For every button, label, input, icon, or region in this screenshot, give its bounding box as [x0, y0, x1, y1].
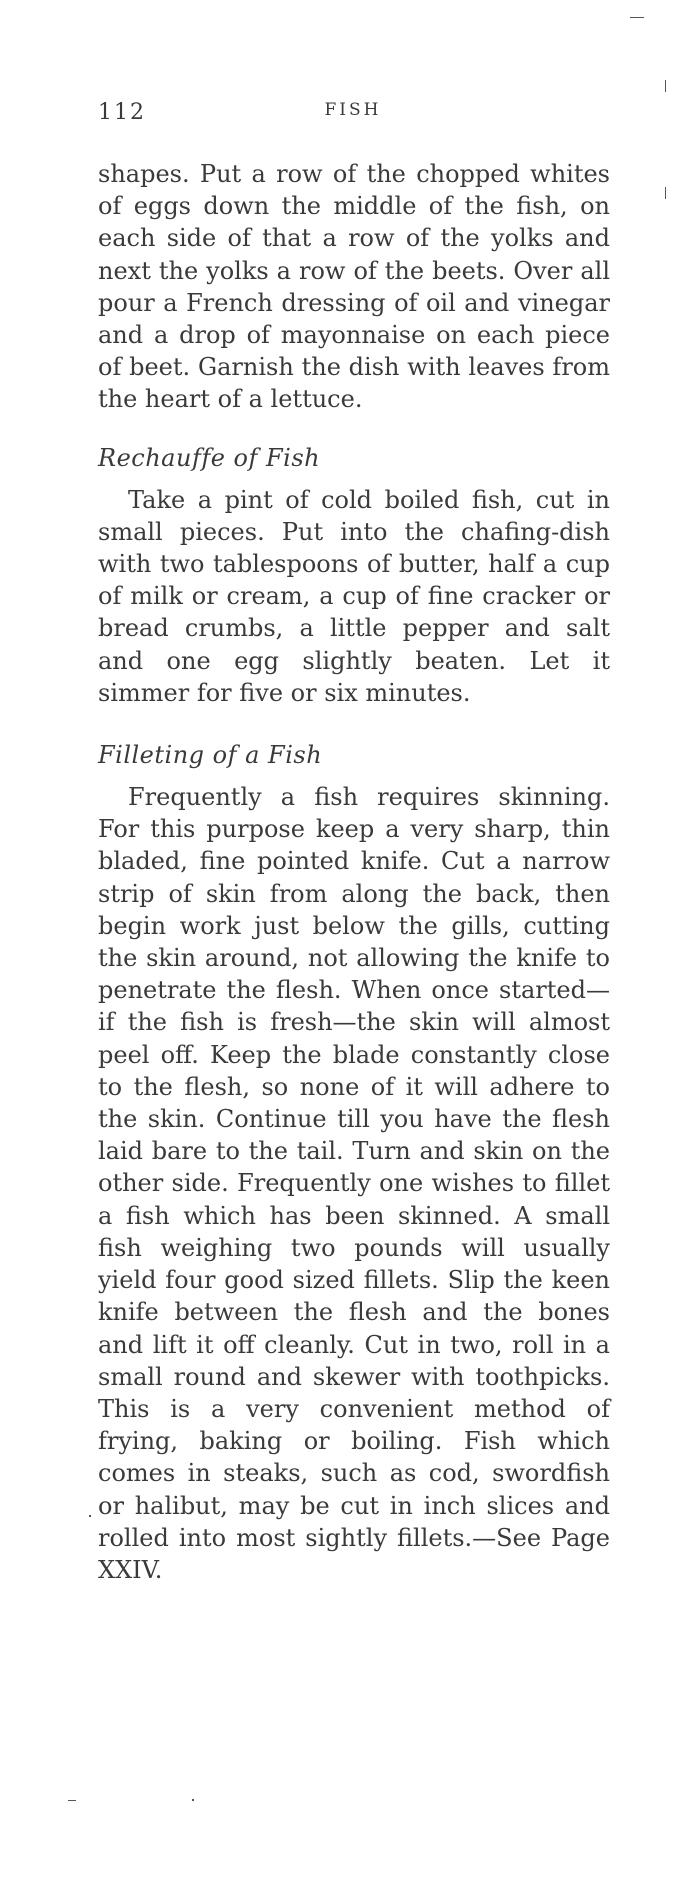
body-text — [98, 158, 610, 1586]
scan-speck — [89, 1515, 91, 1517]
recipe-body-rechauffe: Take a pint of cold boiled fish, cut in small pieces. Put into the chafing-dish with two tablespoons of butter, half a cup of milk or cream, a cup of fine cracker or bread crumbs, a little pepper and salt and one egg slightly beaten. Let it simmer for five or six minutes. — [98, 485, 610, 707]
page-number: 112 — [98, 100, 146, 125]
recipe-heading-filleting: Filleting of a Fish — [98, 741, 323, 770]
page-header — [98, 100, 608, 130]
continuation-paragraph: shapes. Put a row of the chopped whites of eggs down the middle of the fish, on each side of that a row of the yolks and next the yolks a row of the beets. Over all pour a French dressing of oil and vinegar and a drop of mayonnaise on each piece of beet. Garnish the dish with leaves from the heart of a lettuce. — [98, 160, 610, 414]
scan-speck — [665, 187, 666, 199]
scan-speck — [630, 17, 644, 18]
running-head: FISH — [324, 100, 382, 120]
scan-speck — [665, 80, 666, 92]
scan-speck — [192, 1799, 194, 1801]
scan-speck — [68, 1800, 76, 1801]
recipe-heading-rechauffe: Rechauffe of Fish — [98, 443, 321, 472]
recipe-body-filleting: Frequently a fish requires skinning. For this purpose keep a very sharp, thin bladed, fine pointed knife. Cut a narrow strip of skin from along the back, then begin work just below the gills, cutting the skin around, not allowing the knife to penetrate the flesh. When once started—if the fish is fresh—the skin will almost peel off. Keep the blade constantly close to the flesh, so none of it will adhere to the skin. Continue till you have the flesh laid bare to the tail. Turn and skin on the other side. Frequently one wishes to fillet a fish which has been skinned. A small fish weighing two pounds will usually yield four good sized fillets. Slip the keen knife between the flesh and the bones and lift it off cleanly. Cut in two, roll in a small round and skewer with toothpicks. This is a very convenient method of frying, baking or boiling. Fish which comes in steaks, such as cod, swordfish or halibut, may be cut in inch slices and rolled into most sightly fillets.—See Page XXIV. — [98, 783, 610, 1584]
